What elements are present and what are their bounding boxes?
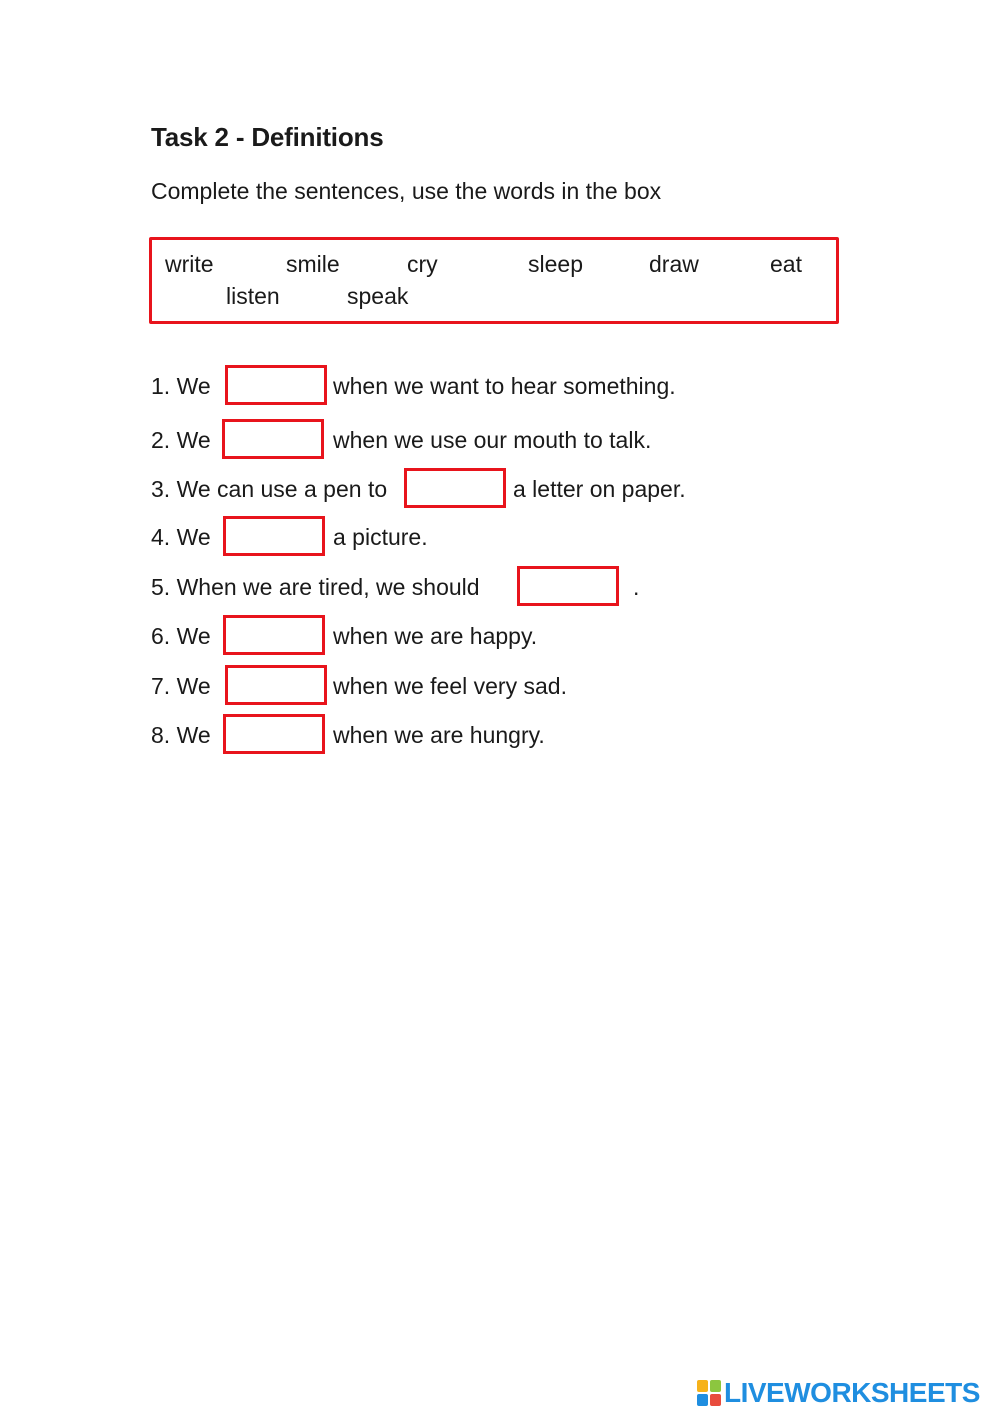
sentence-prefix: 5. When we are tired, we should xyxy=(151,574,480,600)
sentence-suffix: when we are hungry. xyxy=(333,722,545,748)
sentence-prefix: 2. We xyxy=(151,427,211,453)
sentence-suffix: when we feel very sad. xyxy=(333,673,567,699)
liveworksheets-logo-text: LIVEWORKSHEETS xyxy=(724,1377,980,1408)
liveworksheets-logo xyxy=(697,1376,980,1410)
answer-blank-4[interactable] xyxy=(223,516,325,556)
word-bank-item: draw xyxy=(649,251,699,277)
answer-blank-8[interactable] xyxy=(223,714,325,754)
word-bank-item: cry xyxy=(407,251,438,277)
answer-blank-2[interactable] xyxy=(222,419,324,459)
sentence-suffix: when we are happy. xyxy=(333,623,538,649)
sentence-suffix: when we want to hear something. xyxy=(333,373,676,399)
sentence-prefix: 4. We xyxy=(151,524,211,550)
word-bank-item: listen xyxy=(226,283,280,309)
word-bank-item: smile xyxy=(286,251,340,277)
answer-blank-5[interactable] xyxy=(517,566,619,606)
word-bank-item: speak xyxy=(347,283,409,309)
word-bank-item: eat xyxy=(770,251,802,277)
sentence-suffix: when we use our mouth to talk. xyxy=(333,427,652,453)
sentence-prefix: 1. We xyxy=(151,373,211,399)
word-bank-item: write xyxy=(165,251,214,277)
sentence-suffix: . xyxy=(633,574,640,600)
liveworksheets-logo-icon xyxy=(697,1380,721,1406)
answer-blank-6[interactable] xyxy=(223,615,325,655)
instructions: Complete the sentences, use the words in the box xyxy=(151,178,662,204)
answer-blank-1[interactable] xyxy=(225,365,327,405)
sentence-suffix: a picture. xyxy=(333,524,428,550)
answer-blank-7[interactable] xyxy=(225,665,327,705)
page-title: Task 2 - Definitions xyxy=(151,122,384,152)
word-bank-box xyxy=(149,237,839,324)
sentence-prefix: 3. We can use a pen to xyxy=(151,476,388,502)
sentence-prefix: 7. We xyxy=(151,673,211,699)
word-bank-item: sleep xyxy=(528,251,583,277)
sentence-prefix: 8. We xyxy=(151,722,211,748)
sentence-suffix: a letter on paper. xyxy=(513,476,686,502)
sentence-prefix: 6. We xyxy=(151,623,211,649)
answer-blank-3[interactable] xyxy=(404,468,506,508)
